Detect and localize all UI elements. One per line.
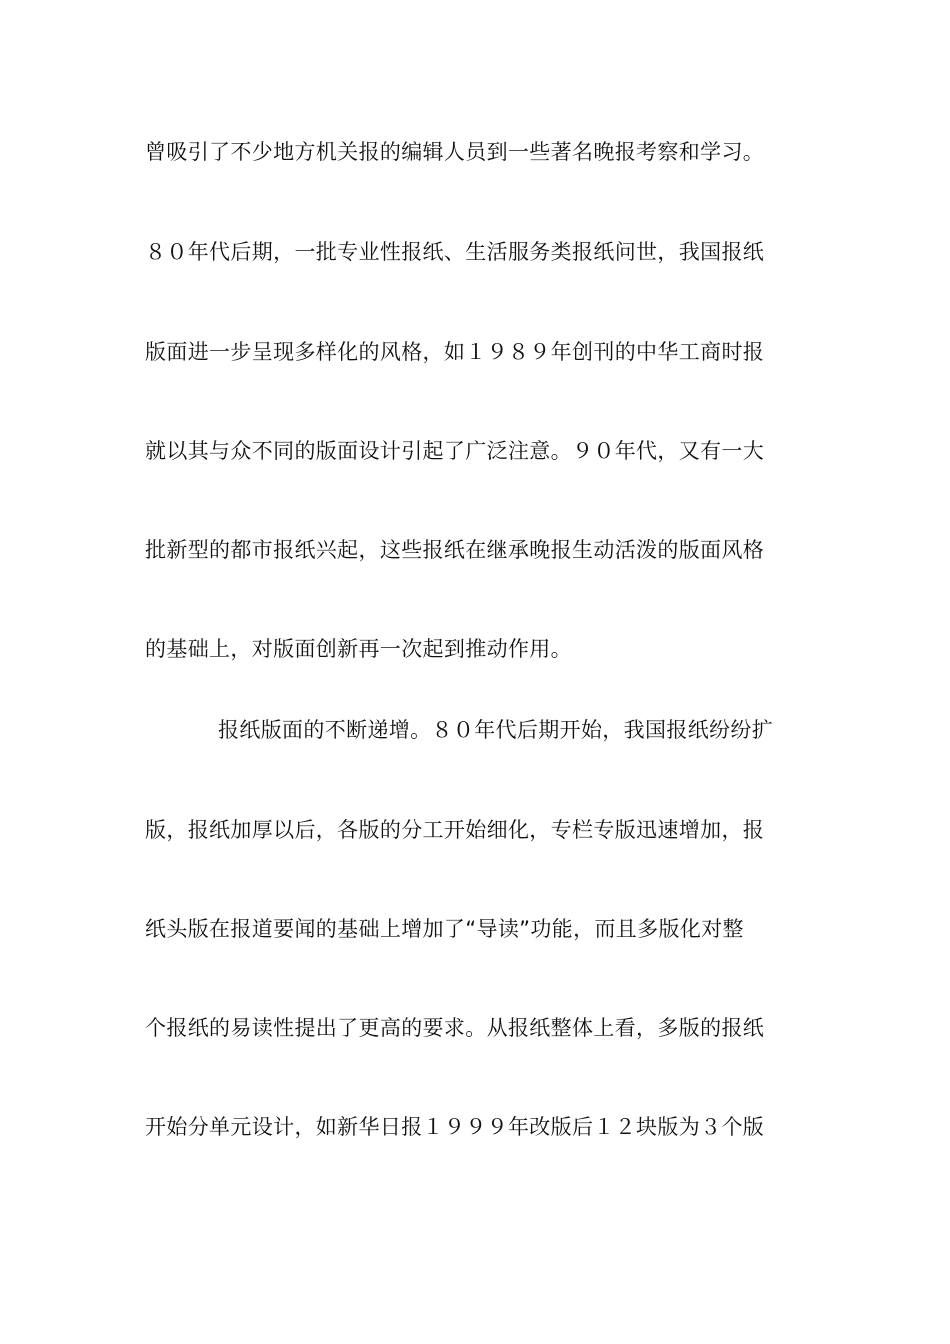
text-line: 开始分单元设计，如新华日报１９９９年改版后１２块版为３个版 bbox=[145, 1115, 765, 1139]
text-line: 版，报纸加厚以后，各版的分工开始细化，专栏专版迅速增加，报 bbox=[145, 818, 765, 842]
text-line: 个报纸的易读性提出了更高的要求。从报纸整体上看，多版的报纸 bbox=[145, 1016, 765, 1040]
paragraph-first-line: 报纸版面的不断递增。８０年代后期开始，我国报纸纷纷扩 bbox=[218, 718, 774, 742]
text-line: 纸头版在报道要闻的基础上增加了“导读”功能，而且多版化对整 bbox=[145, 917, 744, 941]
text-line: ８０年代后期，一批专业性报纸、生活服务类报纸问世，我国报纸 bbox=[145, 240, 765, 264]
text-line: 曾吸引了不少地方机关报的编辑人员到一些著名晚报考察和学习。 bbox=[145, 140, 765, 164]
text-line: 的基础上，对版面创新再一次起到推动作用。 bbox=[145, 637, 572, 661]
text-line: 就以其与众不同的版面设计引起了广泛注意。９０年代，又有一大 bbox=[145, 439, 765, 463]
text-line: 版面进一步呈现多样化的风格，如１９８９年创刊的中华工商时报 bbox=[145, 340, 765, 364]
text-line: 批新型的都市报纸兴起，这些报纸在继承晚报生动活泼的版面风格 bbox=[145, 538, 765, 562]
